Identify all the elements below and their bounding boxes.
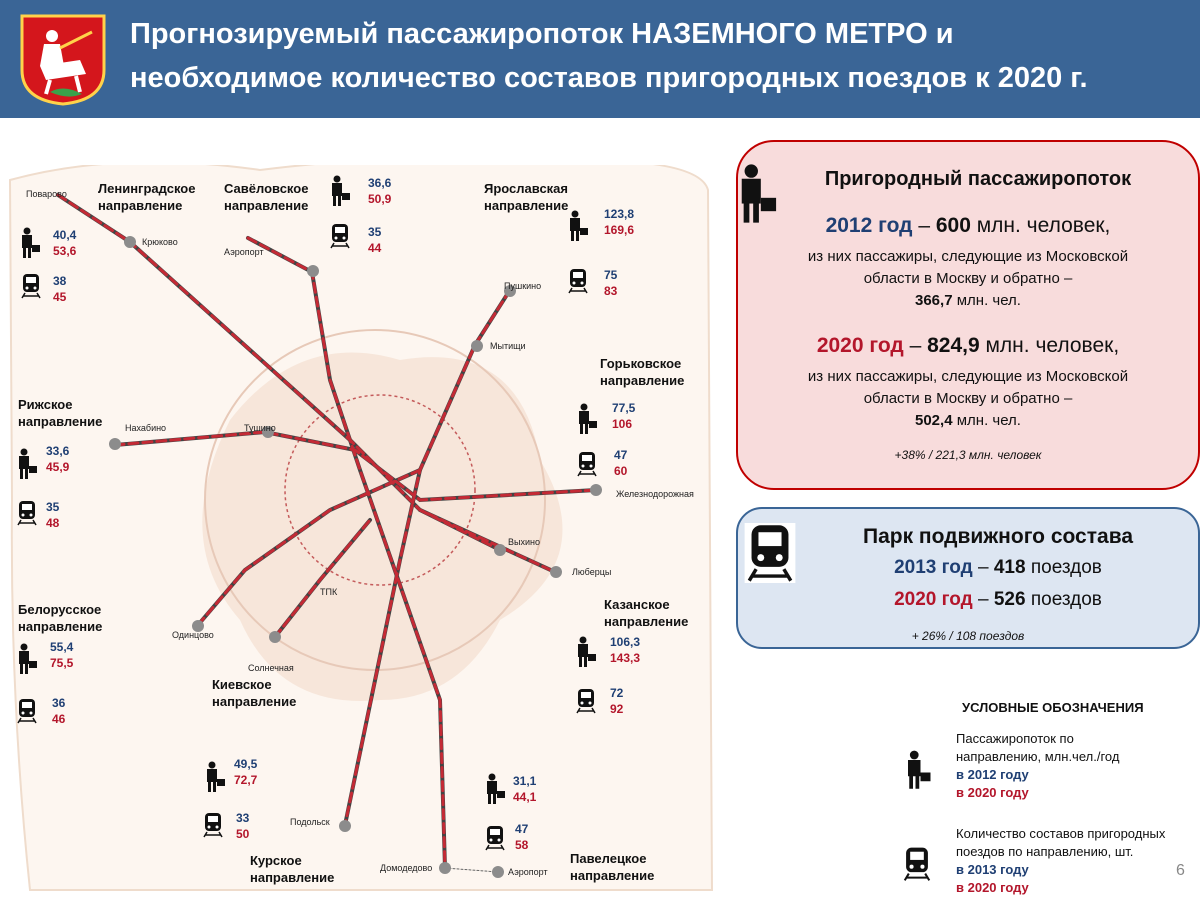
passenger-icon bbox=[904, 750, 932, 790]
savelovo-pax-2020: 50,9 bbox=[368, 192, 392, 206]
station-airport-south: Аэропорт bbox=[508, 867, 548, 877]
station-nakhabino: Нахабино bbox=[125, 423, 167, 433]
fleet-2013-year: 2013 год bbox=[894, 557, 973, 578]
belarus-pax-2020: 75,5 bbox=[50, 656, 74, 670]
gorky-trains-2013: 47 bbox=[614, 448, 628, 462]
train-icon bbox=[567, 268, 589, 294]
direction-paveletsk: Павелецкое направление bbox=[570, 851, 655, 883]
legend-trains-2013: в 2013 году bbox=[956, 862, 1029, 877]
passenger-2020-detail-a: из них пассажиры, следующие из Московской bbox=[807, 368, 1129, 385]
passenger-2020-year: 2020 год bbox=[816, 334, 904, 357]
page-number: 6 bbox=[1176, 862, 1185, 879]
passenger-icon bbox=[567, 210, 589, 242]
train-icon bbox=[16, 500, 38, 526]
direction-gorky: Горьковское направление bbox=[600, 356, 685, 388]
station-mytishchi: Мытищи bbox=[490, 341, 526, 351]
passenger-2012-detail-value: 366,7 bbox=[915, 292, 953, 309]
passenger-icon bbox=[204, 761, 226, 793]
passenger-2020-value: 824,9 bbox=[927, 334, 980, 357]
passenger-2012-value: 600 bbox=[935, 214, 971, 237]
fleet-2020-value: 526 bbox=[993, 589, 1026, 610]
station-vykhino: Выхино bbox=[508, 537, 540, 547]
station-airport-north: Аэропорт bbox=[224, 247, 264, 257]
passenger-2012-dash: – bbox=[912, 214, 936, 237]
direction-kazan: Казанское направление bbox=[604, 597, 689, 629]
passenger-2012-detail-a: из них пассажиры, следующие из Московской bbox=[807, 248, 1129, 265]
fleet-box bbox=[736, 507, 1200, 649]
passenger-growth-note: +38% / 221,3 млн. человек bbox=[894, 448, 1042, 462]
fleet-2013-line bbox=[768, 557, 1200, 579]
legend-trains-line-2: поездов по направлению, шт. bbox=[956, 844, 1134, 859]
passenger-2012-detail bbox=[738, 246, 1198, 312]
kazan-pax-2020: 143,3 bbox=[610, 651, 641, 665]
passenger-2020-detail-unit: млн. чел. bbox=[952, 412, 1021, 429]
fleet-2013-unit: поездов bbox=[1025, 557, 1102, 578]
station-domodedovo: Домодедово bbox=[380, 863, 433, 873]
train-icon bbox=[16, 698, 38, 724]
savelovo-trains-2020: 44 bbox=[368, 241, 382, 255]
station-tushino: Тушино bbox=[244, 423, 276, 433]
passenger-2020-unit: млн. человек, bbox=[979, 334, 1120, 357]
passenger-flow-box bbox=[736, 140, 1200, 490]
paveletsk-trains-2013: 47 bbox=[515, 822, 529, 836]
station-solnechnaya: Солнечная bbox=[248, 663, 294, 673]
paveletsk-pax-2020: 44,1 bbox=[513, 790, 537, 804]
gorky-pax-2020: 106 bbox=[612, 417, 633, 431]
passenger-2020-detail-b: области в Москву и обратно – bbox=[863, 390, 1073, 407]
train-icon bbox=[484, 825, 506, 851]
gorky-trains-2020: 60 bbox=[614, 464, 628, 478]
station-tpk: ТПК bbox=[320, 587, 338, 597]
fleet-2020-dash: – bbox=[972, 589, 994, 610]
passenger-2020-detail-value: 502,4 bbox=[915, 412, 953, 429]
fleet-2020-year: 2020 год bbox=[894, 589, 973, 610]
belarus-pax-2012: 55,4 bbox=[50, 640, 74, 654]
legend-passenger-2012: в 2012 году bbox=[956, 767, 1029, 782]
fleet-growth-note: + 26% / 108 поездов bbox=[911, 629, 1025, 643]
riga-pax-2012: 33,6 bbox=[46, 444, 70, 458]
yaroslavl-pax-2020: 169,6 bbox=[604, 223, 635, 237]
passenger-icon bbox=[16, 643, 38, 675]
title-line-2: необходимое количество составов пригородных поездов к 2020 г. bbox=[130, 62, 1088, 94]
passenger-2012-year: 2012 год bbox=[825, 214, 913, 237]
station-kryukovo: Крюково bbox=[142, 237, 178, 247]
passenger-icon bbox=[329, 175, 351, 207]
legend-title: УСЛОВНЫЕ ОБОЗНАЧЕНИЯ bbox=[962, 700, 1144, 715]
fleet-2013-dash: – bbox=[972, 557, 994, 578]
kiev-trains-2020: 50 bbox=[236, 827, 250, 841]
title-line-1: Прогнозируемый пассажиропоток НАЗЕМНОГО МЕТРО и bbox=[130, 18, 954, 50]
direction-savelovo: Савёловское направление bbox=[224, 181, 309, 213]
passenger-2020-dash: – bbox=[903, 334, 928, 357]
direction-leningrad: Ленинградское направление bbox=[98, 181, 196, 213]
rail-map bbox=[0, 165, 714, 900]
direction-kursk: Курское направление bbox=[250, 853, 335, 885]
legend-passenger bbox=[956, 730, 1119, 802]
legend-trains-line-1: Количество составов пригородных bbox=[956, 826, 1166, 841]
fleet-box-title: Парк подвижного состава bbox=[862, 525, 1134, 548]
train-icon bbox=[902, 846, 932, 882]
savelovo-trains-2013: 35 bbox=[368, 225, 382, 239]
passenger-2020-line bbox=[738, 334, 1198, 358]
legend-trains-2020: в 2020 году bbox=[956, 880, 1029, 895]
passenger-2020-detail bbox=[738, 366, 1198, 432]
direction-riga: Рижское направление bbox=[18, 397, 103, 429]
passenger-2012-detail-b: области в Москву и обратно – bbox=[863, 270, 1073, 287]
train-icon bbox=[202, 812, 224, 838]
coat-of-arms-icon bbox=[20, 14, 106, 106]
belarus-trains-2013: 36 bbox=[52, 696, 66, 710]
legend-passenger-line-1: Пассажиропоток по bbox=[956, 731, 1074, 746]
legend-trains bbox=[956, 825, 1165, 897]
passenger-box-title: Пригородный пассажиропоток bbox=[824, 168, 1132, 190]
train-icon bbox=[20, 273, 42, 299]
passenger-icon bbox=[16, 448, 38, 480]
train-icon bbox=[575, 688, 597, 714]
leningrad-pax-2020: 53,6 bbox=[53, 244, 77, 258]
leningrad-pax-2012: 40,4 bbox=[53, 228, 77, 242]
belarus-trains-2020: 46 bbox=[52, 712, 66, 726]
page-title bbox=[130, 12, 1195, 100]
direction-kiev: Киевское направление bbox=[212, 677, 297, 709]
train-icon bbox=[576, 451, 598, 477]
leningrad-trains-2020: 45 bbox=[53, 290, 67, 304]
kiev-pax-2020: 72,7 bbox=[234, 773, 258, 787]
legend-passenger-line-2: направлению, млн.чел./год bbox=[956, 749, 1120, 764]
station-pushkino: Пушкино bbox=[504, 281, 542, 291]
kazan-trains-2020: 92 bbox=[610, 702, 624, 716]
station-podolsk: Подольск bbox=[290, 817, 330, 827]
direction-yaroslavl: Ярославская направление bbox=[484, 181, 569, 213]
paveletsk-trains-2020: 58 bbox=[515, 838, 529, 852]
direction-belarus: Белорусское направление bbox=[18, 602, 103, 634]
gorky-pax-2012: 77,5 bbox=[612, 401, 636, 415]
legend-passenger-2020: в 2020 году bbox=[956, 785, 1029, 800]
passenger-icon bbox=[575, 636, 597, 668]
yaroslavl-pax-2012: 123,8 bbox=[604, 207, 635, 221]
paveletsk-pax-2012: 31,1 bbox=[513, 774, 537, 788]
fleet-2013-value: 418 bbox=[993, 557, 1026, 578]
kazan-pax-2012: 106,3 bbox=[610, 635, 641, 649]
station-zheleznodorozhnaya: Железнодорожная bbox=[616, 489, 694, 499]
passenger-icon bbox=[19, 227, 41, 259]
savelovo-pax-2012: 36,6 bbox=[368, 176, 392, 190]
kiev-trains-2013: 33 bbox=[236, 811, 250, 825]
fleet-2020-line bbox=[768, 589, 1200, 611]
riga-trains-2020: 48 bbox=[46, 516, 60, 530]
station-lyubertsy: Люберцы bbox=[572, 567, 612, 577]
passenger-icon bbox=[484, 773, 506, 805]
passenger-2012-line bbox=[738, 214, 1198, 238]
riga-trains-2013: 35 bbox=[46, 500, 60, 514]
passenger-2012-unit: млн. человек, bbox=[970, 214, 1111, 237]
passenger-2012-detail-unit: млн. чел. bbox=[952, 292, 1021, 309]
fleet-2020-unit: поездов bbox=[1025, 589, 1102, 610]
riga-pax-2020: 45,9 bbox=[46, 460, 70, 474]
kiev-pax-2012: 49,5 bbox=[234, 757, 258, 771]
leningrad-trains-2013: 38 bbox=[53, 274, 67, 288]
yaroslavl-trains-2020: 83 bbox=[604, 284, 618, 298]
yaroslavl-trains-2013: 75 bbox=[604, 268, 618, 282]
station-povarovo: Поварово bbox=[26, 189, 67, 199]
kazan-trains-2013: 72 bbox=[610, 686, 624, 700]
passenger-icon bbox=[576, 403, 598, 435]
train-icon bbox=[329, 223, 351, 249]
header-bar bbox=[0, 0, 1200, 118]
station-odintsovo: Одинцово bbox=[172, 630, 214, 640]
